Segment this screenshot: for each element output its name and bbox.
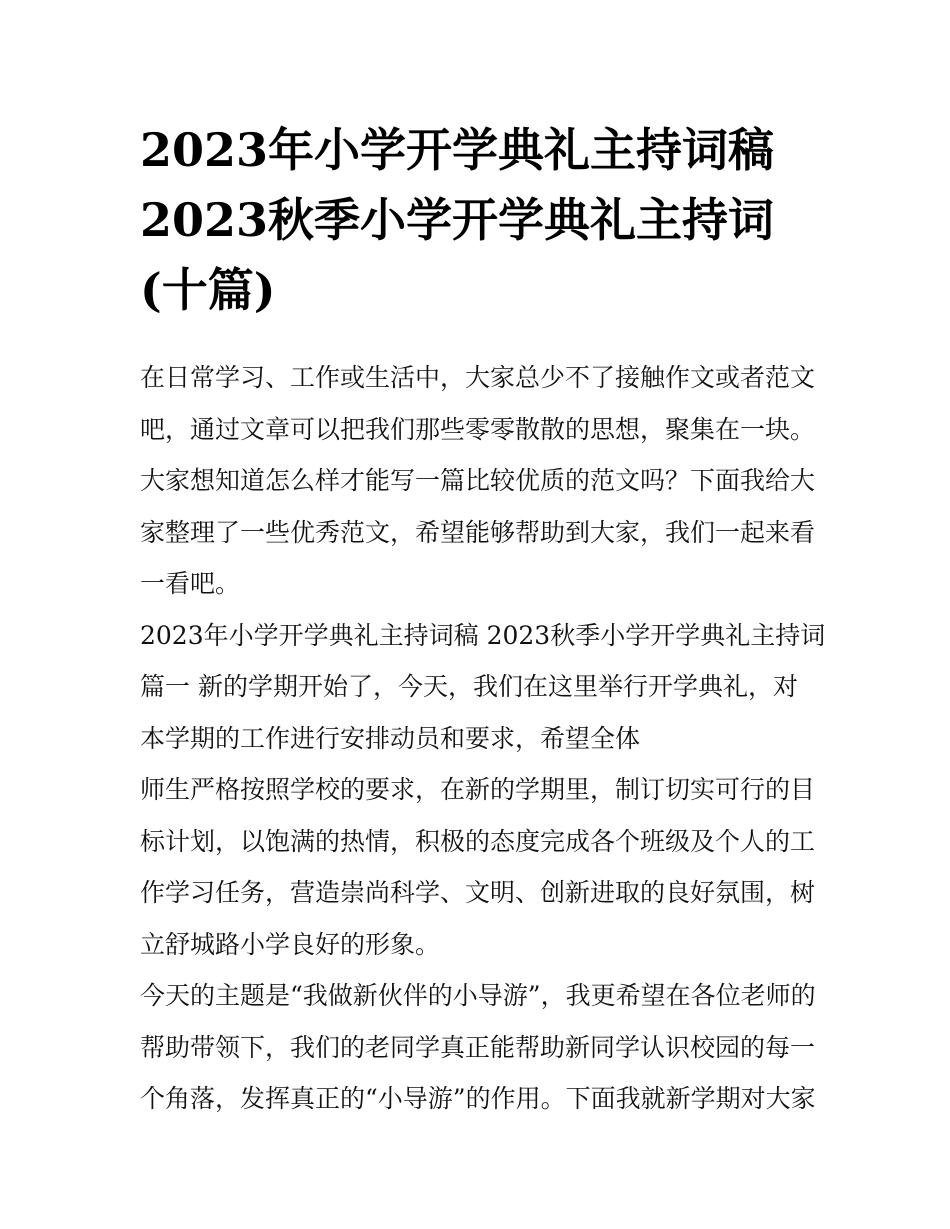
text-line: 帮助带领下，我们的老同学真正能帮助新同学认识校园的每一 xyxy=(140,1032,816,1062)
text-line: 立舒城路小学良好的形象。 xyxy=(140,929,441,959)
text-line: 标计划，以饱满的热情，积极的态度完成各个班级及个人的工 xyxy=(140,826,816,856)
text-line: 吧，通过文章可以把我们那些零零散散的思想，聚集在一块。 xyxy=(140,414,816,444)
document-body xyxy=(140,352,830,1125)
text-line: 在日常学习、工作或生活中，大家总少不了接触作文或者范文 xyxy=(140,363,816,392)
text-line: 作学习任务，营造崇尚科学、文明、创新进取的良好氛围，树 xyxy=(140,878,816,907)
title-line: (十篇) xyxy=(140,263,276,317)
text-line: 篇一 新的学期开始了，今天，我们在这里举行开学典礼，对 xyxy=(140,672,798,701)
text-line: 本学期的工作进行安排动员和要求，希望全体 xyxy=(140,723,641,753)
paragraph-theme xyxy=(140,970,830,1125)
title-line: 2023年小学开学典礼主持词稿 xyxy=(140,123,775,177)
paragraph-intro xyxy=(140,352,830,610)
text-line: 2023年小学开学典礼主持词稿 2023秋季小学开学典礼主持词 xyxy=(140,620,826,650)
paragraph-heading-part-one xyxy=(140,610,830,765)
document-title xyxy=(140,115,830,325)
text-line: 今天的主题是“我做新伙伴的小导游”，我更希望在各位老师的 xyxy=(140,981,816,1010)
text-line: 大家想知道怎么样才能写一篇比较优质的范文吗？下面我给大 xyxy=(140,466,816,495)
text-line: 一看吧。 xyxy=(140,569,241,598)
text-line: 个角落，发挥真正的“小导游”的作用。下面我就新学期对大家 xyxy=(140,1084,816,1113)
text-line: 师生严格按照学校的要求，在新的学期里，制订切实可行的目 xyxy=(140,775,816,804)
paragraph-goals xyxy=(140,764,830,970)
title-line: 2023秋季小学开学典礼主持词 xyxy=(140,193,775,247)
text-line: 家整理了一些优秀范文，希望能够帮助到大家，我们一起来看 xyxy=(140,517,816,547)
